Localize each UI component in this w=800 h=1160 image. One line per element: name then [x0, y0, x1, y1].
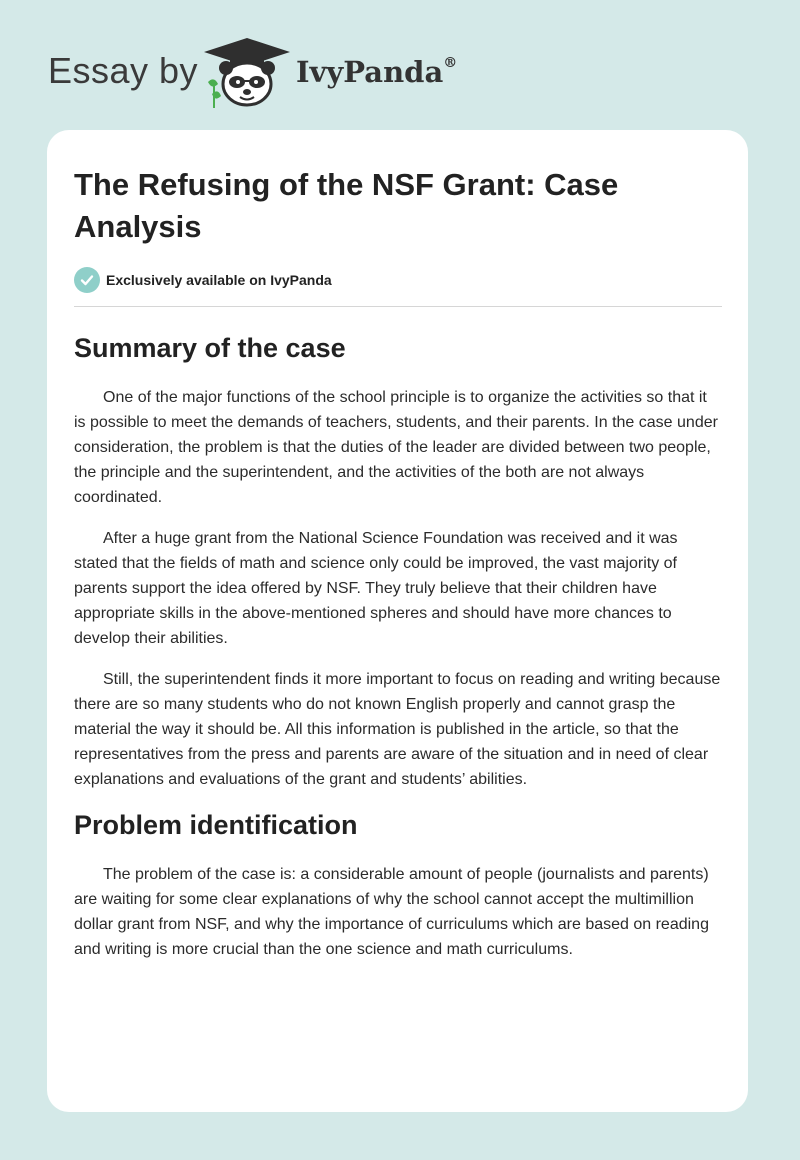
title-divider — [74, 306, 722, 307]
paragraph: One of the major functions of the school principle is to organize the activities so that it is possible to meet the demands of teachers, students, and their parents. In the case under consideration, the problem is that the duties of the leader are divided between two people, the principle and the superintendent, and the activities of the both are not always coordinated. — [74, 389, 718, 506]
section-heading-problem: Problem identification — [74, 810, 358, 840]
essay-by-label: Essay by — [48, 50, 199, 91]
section-heading-summary: Summary of the case — [74, 333, 346, 363]
badge-text: Exclusively available on IvyPanda — [106, 272, 332, 288]
registered-mark: ® — [443, 55, 458, 72]
page-title: The Refusing of the NSF Grant: Case Analysis — [74, 167, 619, 244]
paragraph: Still, the superintendent finds it more important to focus on reading and writing because there are so many students who do not known English properly and cannot grasp the material the way it should be. All this information is published in the article, so that the representatives from the press and parents are aware of the situation and in need of clear explanations and evaluations of the grant and students’ abilities. — [74, 671, 721, 788]
paragraph: The problem of the case is: a considerable amount of people (journalists and parents) are waiting for some clear explanations of why the school cannot accept the multimillion dollar grant from NSF, and why the importance of curriculums which are based on reading and writing is more crucial than the one science and math curriculums. — [74, 866, 709, 958]
check-icon — [74, 267, 100, 293]
site-header — [0, 0, 800, 130]
exclusive-badge — [74, 266, 722, 294]
article-card — [47, 130, 748, 1112]
panda-graduate-icon[interactable] — [200, 36, 295, 110]
brand-name[interactable] — [296, 55, 457, 89]
brand-name-text: IvyPanda — [296, 55, 444, 89]
paragraph: After a huge grant from the National Science Foundation was received and it was stated that the fields of math and science only could be improved, the vast majority of parents support the idea offered by NSF. They truly believe that their children have appropriate skills in the above-mentioned spheres and should have more chances to develop their abilities. — [74, 530, 678, 647]
